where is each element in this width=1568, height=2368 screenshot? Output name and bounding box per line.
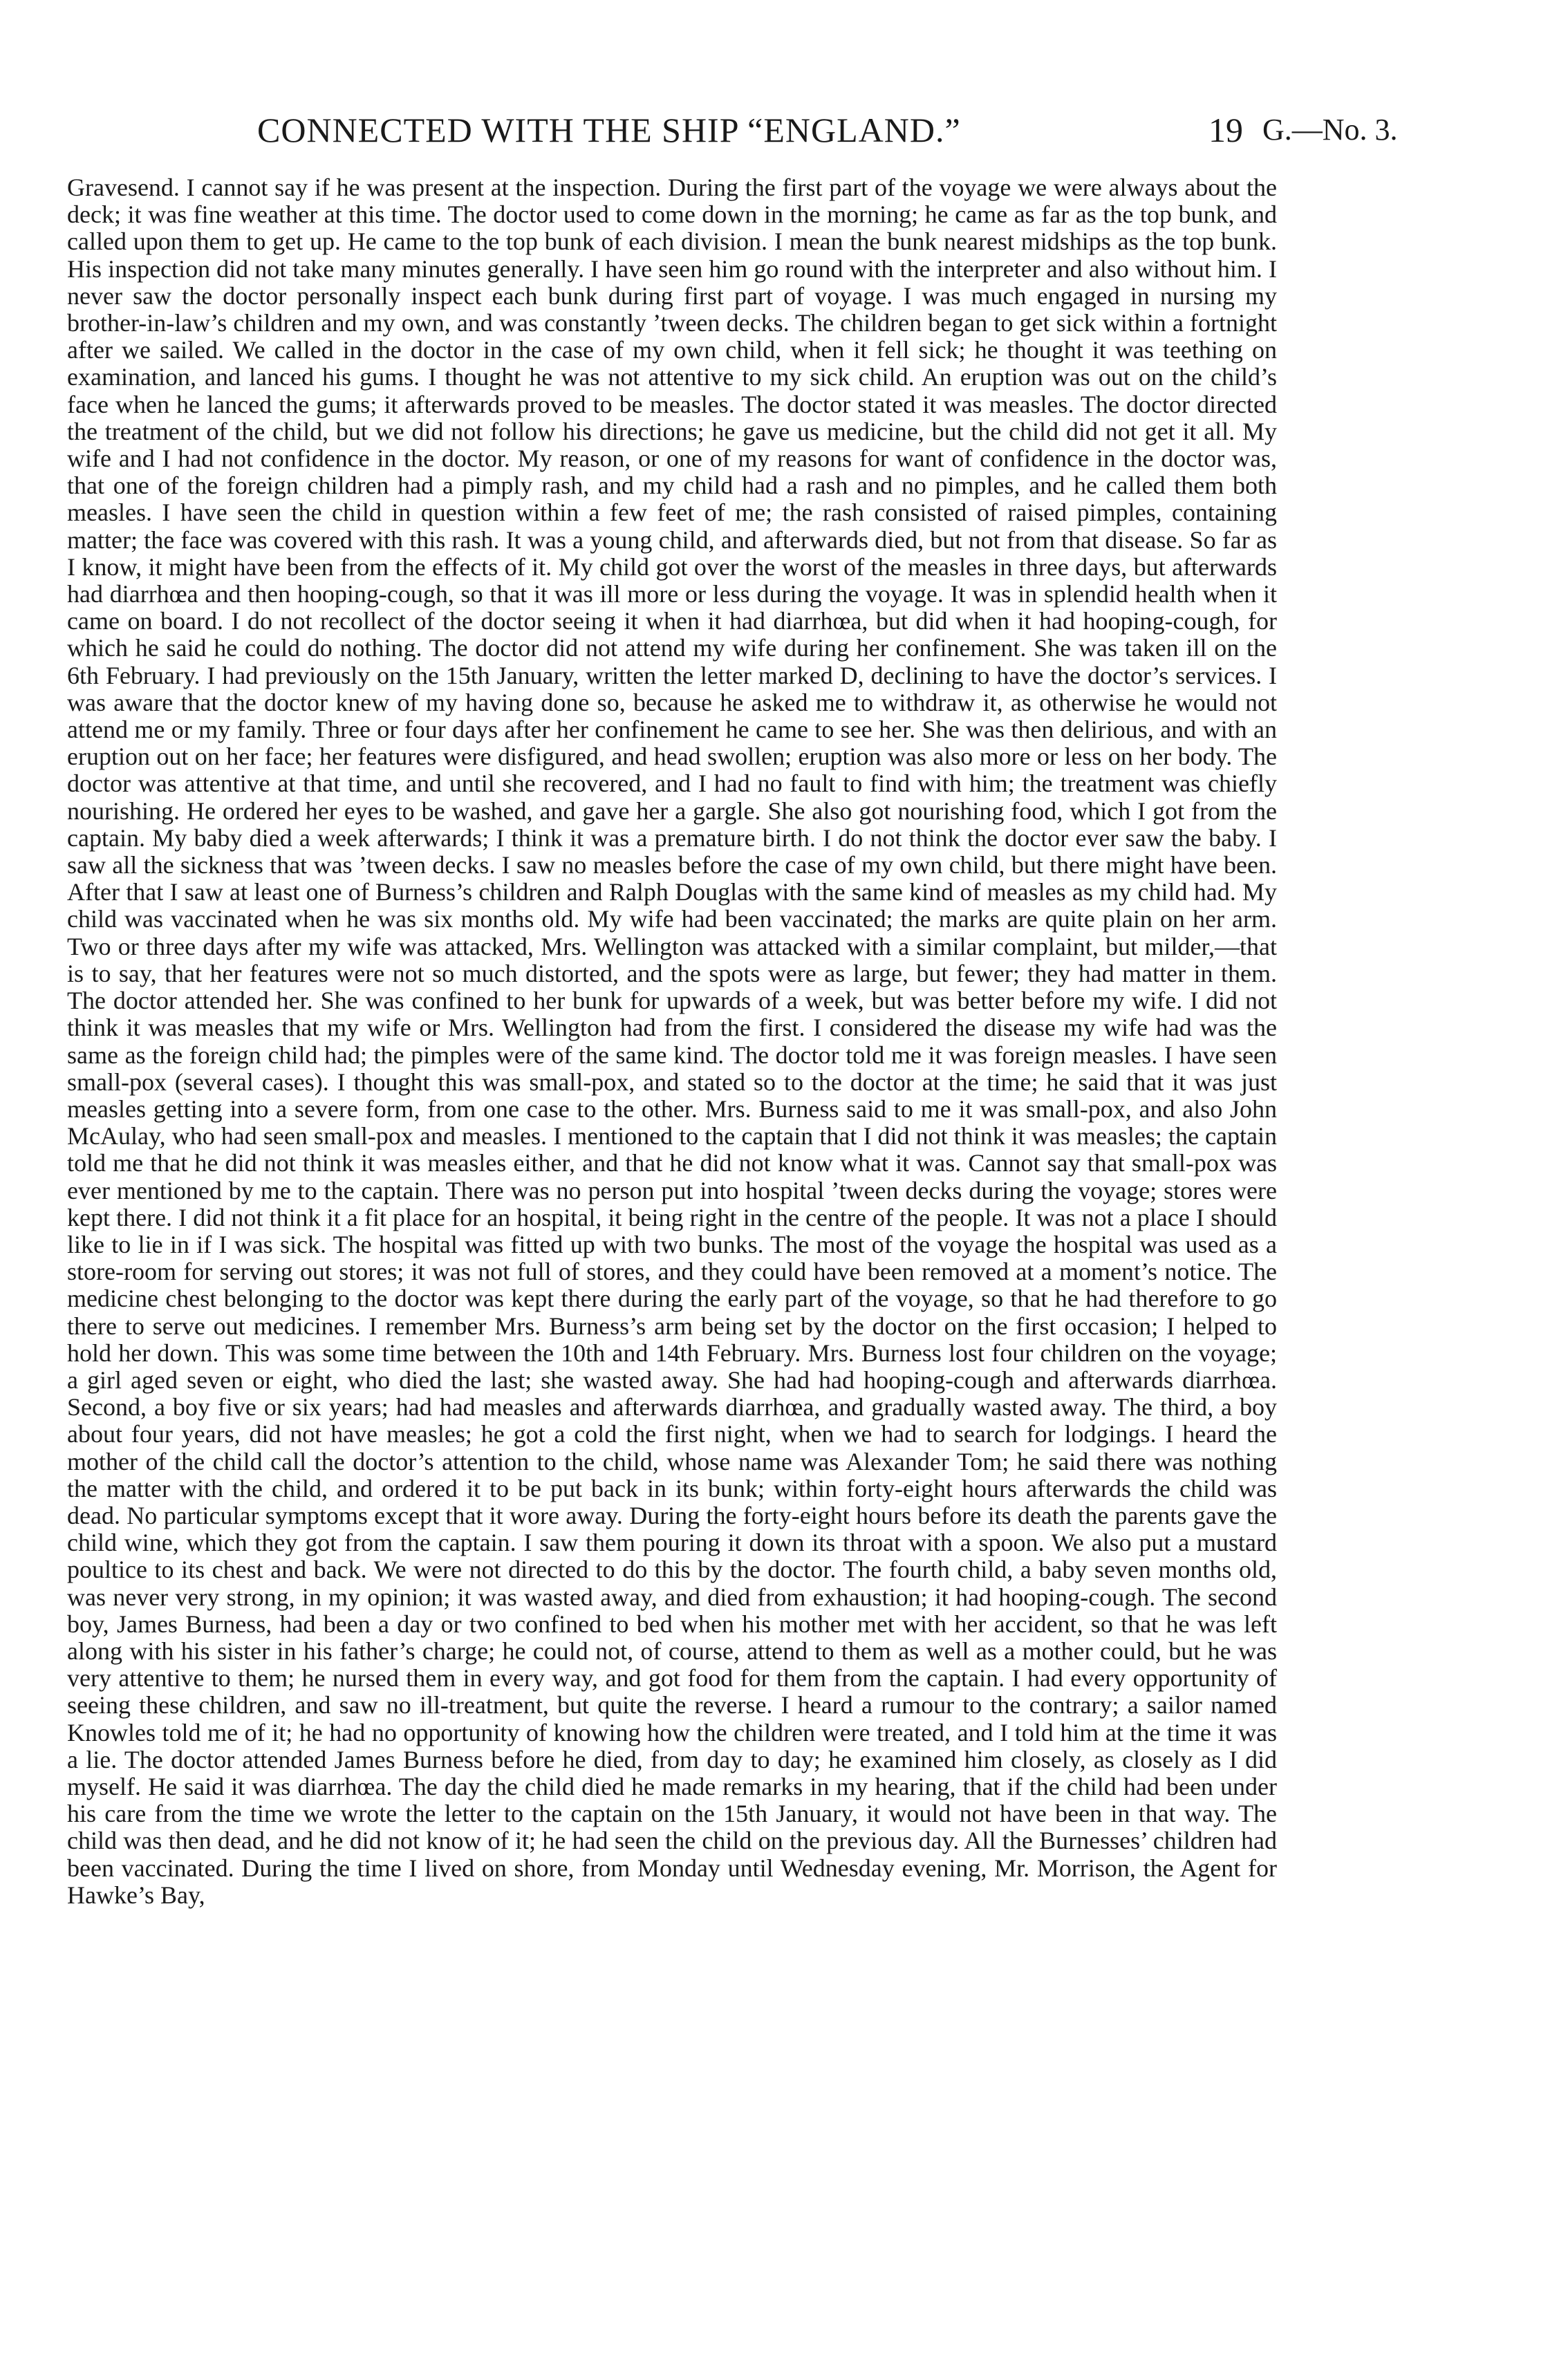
body-paragraph: Gravesend. I cannot say if he was present at the inspection. During the first part of the voyage we were always about the deck; it was fine weather at this time. The doctor used to come down in the morning; he came as far as the top bunk, and called upon them to get up. He came to the top bunk of each division. I mean the bunk nearest midships as the top bunk. His inspection did not take many minutes generally. I have seen him go round with the interpreter and also without him. I never saw the doctor personally inspect each bunk during first part of voyage. I was much engaged in nursing my brother-in-law’s children and my own, and was constantly ’tween decks. The children began to get sick within a fortnight after we sailed. We called in the doctor in the case of my own child, when it fell sick; he thought it was teething on examination, and lanced his gums. I thought he was not attentive to my sick child. An eruption was out on the child’s face when he lanced the gums; it afterwards proved to be measles. The doctor stated it was measles. The doctor directed the treatment of the child, but we did not follow his directions; he gave us medicine, but the child did not get it all. My wife and I had not confidence in the doctor. My reason, or one of my reasons for want of confidence in the doctor was, that one of the foreign children had a pimply rash, and my child had a rash and no pimples, and he called them both measles. I have seen the child in question within a few feet of me; the rash consisted of raised pimples, containing matter; the face was covered with this rash. It was a young child, and afterwards died, but not from that disease. So far as I know, it might have been from the effects of it. My child got over the worst of the measles in three days, but afterwards had diarrhœa and then hooping-cough, so that it was ill more or less during the voyage. It was in splendid health when it came on board. I do not recollect of the doctor seeing it when it had diarrhœa, but did when it had hooping-cough, for which he said he could do nothing. The doctor did not attend my wife during her confinement. She was taken ill on the 6th February. I had previously on the 15th January, written the letter marked D, declining to have the doctor’s services. I was aware that the doctor knew of my having done so, because he asked me to withdraw it, as otherwise he would not attend me or my family. Three or four days after her confinement he came to see her. She was then delirious, and with an eruption out on her face; her features were disfigured, and head swollen; eruption was also more or less on her body. The doctor was attentive at that time, and until she recovered, and I had no fault to find with him; the treatment was chiefly nourishing. He ordered her eyes to be washed, and gave her a gargle. She also got nourishing food, which I got from the captain. My baby died a week afterwards; I think it was a premature birth. I do not think the doctor ever saw the baby. I saw all the sickness that was ’tween decks. I saw no measles before the case of my own child, but there might have been. After that I saw at least one of Burness’s children and Ralph Douglas with the same kind of measles as my child had. My child was vaccinated when he was six months old. My wife had been vaccinated; the marks are quite plain on her arm. Two or three days after my wife was attacked, Mrs. Wellington was attacked with a similar complaint, but milder,—that is to say, that her features were not so much distorted, and the spots were as large, but fewer; they had matter in them. The doctor attended her. She was confined to her bunk for upwards of a week, but was better before my wife. I did not think it was measles that my wife or Mrs. Wellington had from the first. I considered the disease my wife had was the same as the foreign child had; the pimples were of the same kind. The doctor told me it was foreign measles. I have seen small-pox (several cases). I thought this was small-pox, and stated so to the doctor at the time; he said that it was just measles getting into a severe form, from one case to the other. Mrs. Burness said to me it was small-pox, and also John McAulay, who had seen small-pox and measles. I mentioned to the captain that I did not think it was measles; the captain told me that he did not think it was measles either, and that he did not know what it was. Cannot say that small-pox was ever mentioned by me to the captain. There was no person put into hospital ’tween decks during the voyage; stores were kept there. I did not think it a fit place for an hospital, it being right in the centre of the people. It was not a place I should like to lie in if I was sick. The hospital was fitted up with two bunks. The most of the voyage the hospital was used as a store-room for serving out stores; it was not full of stores, and they could have been removed at a moment’s notice. The medicine chest belonging to the doctor was kept there during the early part of the voyage, so that he had therefore to go there to serve out medicines. I remember Mrs. Burness’s arm being set by the doctor on the first occasion; I helped to hold her down. This was some time between the 10th and 14th February. Mrs. Burness lost four children on the voyage; a girl aged seven or eight, who died the last; she wasted away. She had had hooping-cough and afterwards diarrhœa. Second, a boy five or six years; had had measles and afterwards diarrhœa, and gradually wasted away. The third, a boy about four years, did not have measles; he got a cold the first night, when we had to search for lodgings. I heard the mother of the child call the doctor’s attention to the child, whose name was Alexander Tom; he said there was nothing the matter with the child, and ordered it to be put back in its bunk; within forty-eight hours afterwards the child was dead. No particular symptoms except that it wore away. During the forty-eight hours before its death the parents gave the child wine, which they got from the captain. I saw them pouring it down its throat with a spoon. We also put a mustard poultice to its chest and back. We were not directed to do this by the doctor. The fourth child, a baby seven months old, was never very strong, in my opinion; it was wasted away, and died from exhaustion; it had hooping-cough. The second boy, James Burness, had been a day or two confined to bed when his mother met with her accident, so that he was left along with his sister in his father’s charge; he could not, of course, attend to them as well as a mother could, but he was very attentive to them; he nursed them in every way, and got food for them from the captain. I had every opportunity of seeing these children, and saw no ill-treatment, but quite the reverse. I heard a rumour to the contrary; a sailor named Knowles told me of it; he had no opportunity of knowing how the children were treated, and I told him at the time it was a lie. The doctor attended James Burness before he died, from day to day; he examined him closely, as closely as I did myself. He said it was diarrhœa. The day the child died he made remarks in my hearing, that if the child had been under his care from the time we wrote the letter to the captain on the 15th January, it would not have been in that way. The child was then dead, and he did not know of it; he had seen the child on the previous day. All the Burnesses’ children had been vaccinated. During the time I lived on shore, from Monday until Wednesday evening, Mr. Morrison, the Agent for Hawke’s Bay, [67,174,1277,1909]
running-title: CONNECTED WITH THE SHIP “ENGLAND.” [257,111,961,149]
page-number: 19 [1208,111,1243,149]
series-number: G.—No. 3. [1262,113,1398,147]
running-head [62,102,1445,158]
